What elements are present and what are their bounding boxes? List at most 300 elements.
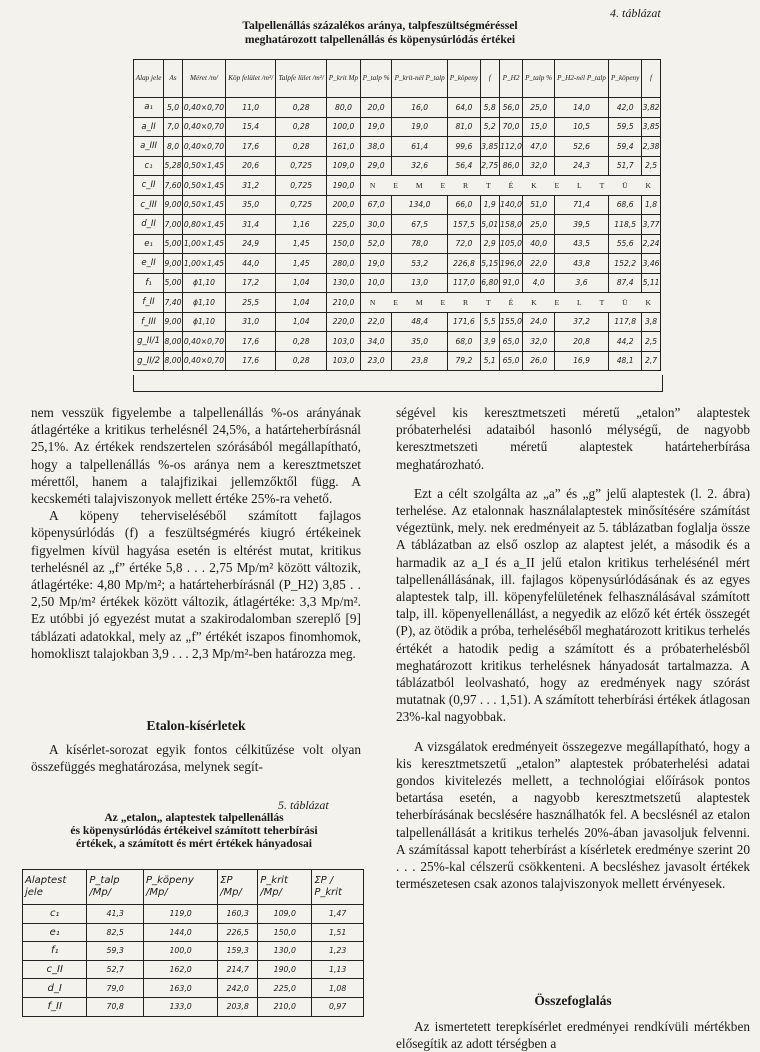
table-cell: 0,50×1,45 — [182, 176, 225, 196]
table-cell: 220,0 — [327, 312, 361, 332]
table-cell: 0,80×1,45 — [182, 215, 225, 235]
table4-title-line: Talpellenállás százalékos aránya, talpfeszültségméréssel — [242, 19, 518, 32]
table5-title-line: értékek, a számított és mért értékek hányadosai — [75, 837, 312, 850]
table-cell: 39,5 — [554, 215, 608, 235]
table-cell: 32,6 — [392, 156, 448, 176]
table-cell: 86,0 — [499, 156, 523, 176]
table-cell: 1,51 — [312, 923, 364, 942]
table-row — [134, 273, 661, 293]
table-cell: 5,28 — [164, 156, 183, 176]
table-cell: 80,0 — [327, 98, 361, 118]
table-row — [134, 215, 661, 235]
table-cell: 214,7 — [218, 960, 258, 979]
table-cell: 2,5 — [642, 332, 661, 352]
table-cell: 5,1 — [480, 351, 499, 371]
table-cell: 5,0 — [164, 98, 183, 118]
table4-header-cell: P_krit-nél P_talp — [392, 60, 448, 98]
table5 — [22, 869, 364, 1017]
table-cell: 23,8 — [392, 351, 448, 371]
table-cell: 55,6 — [609, 234, 642, 254]
table-cell: 210,0 — [258, 997, 312, 1016]
table-cell: 160,3 — [218, 905, 258, 924]
table-cell: 0,40×0,70 — [182, 137, 225, 157]
table-cell: 51,7 — [609, 156, 642, 176]
table5-header-cell: P_köpeny /Mp/ — [144, 870, 218, 905]
table-cell: 29,0 — [360, 156, 391, 176]
table-row — [134, 234, 661, 254]
table-cell: 210,0 — [327, 293, 361, 313]
table-cell: 22,0 — [360, 312, 391, 332]
table-cell: 52,0 — [360, 234, 391, 254]
table-cell: 1,04 — [276, 273, 327, 293]
table4-header-cell: Méret /m/ — [182, 60, 225, 98]
table-cell: 0,725 — [276, 156, 327, 176]
table-cell: 17,2 — [226, 273, 276, 293]
not-evaluated-letter: E — [440, 297, 446, 307]
left-paragraph: A köpeny teherviseléséből számított fajlagos köpenysúrlódás (f) a feszültségmérés kiugró értékeinek figyelmen kívül hagyása esetén is eltérést mutat, kritikus terhelésnél az „f” értéke 5,8 . . . 2,75 Mp/m² között változik, átlagértéke: 4,80 Mp/m²; a határteherbírásnál (P_H2) 3,85 . . 2,50 Mp/m² értékek között változik, átlagértéke: 3,3 Mp/m². Ez utóbbi jó egyezést mutat a szakirodalomban szereplő [9] táblázati adatokkal, mely az „f” értékét iszapos finomhomok, homokliszt talajokban 3,9 . . . 2,3 Mp/m²-ben határozza meg. — [31, 508, 361, 661]
table-cell: a_III — [134, 137, 164, 157]
table5-header-cell: Alaptest jele — [23, 870, 87, 905]
table-cell: 56,4 — [447, 156, 480, 176]
table-cell: 196,0 — [499, 254, 523, 274]
table-cell: 8,0 — [164, 137, 183, 157]
table-cell: 3,6 — [554, 273, 608, 293]
not-evaluated-letter: T — [599, 180, 605, 190]
table-cell: 72,0 — [447, 234, 480, 254]
table-cell: 0,40×0,70 — [182, 117, 225, 137]
table-cell: 5,2 — [480, 117, 499, 137]
table-cell: ϕ1,10 — [182, 273, 225, 293]
table-cell: 9,00 — [164, 312, 183, 332]
table-cell: 1,9 — [480, 195, 499, 215]
not-evaluated-letter: L — [577, 297, 582, 307]
table-cell: 44,0 — [226, 254, 276, 274]
table-cell: 5,5 — [480, 312, 499, 332]
table-cell: 190,0 — [258, 960, 312, 979]
table-cell: 0,97 — [312, 997, 364, 1016]
table-cell: 17,6 — [226, 137, 276, 157]
not-evaluated-letter: R — [463, 297, 469, 307]
table-cell: c_II — [134, 176, 164, 196]
table-cell: 23,0 — [360, 351, 391, 371]
not-evaluated-letter: E — [554, 180, 560, 190]
table-cell: g_II/1 — [134, 332, 164, 352]
table-cell: f₁ — [23, 942, 87, 961]
table-cell: 31,2 — [226, 176, 276, 196]
table-cell: ϕ1,10 — [182, 312, 225, 332]
table-row — [23, 960, 364, 979]
table-cell: c₁ — [23, 905, 87, 924]
table-cell: 130,0 — [327, 273, 361, 293]
not-evaluated-letter: L — [577, 180, 582, 190]
not-evaluated-letter: E — [393, 180, 398, 190]
table-cell: 13,0 — [392, 273, 448, 293]
table-cell: 155,0 — [499, 312, 523, 332]
table4-header-cell: P_talp % — [360, 60, 391, 98]
table-cell: 41,3 — [87, 905, 144, 924]
table-cell: 5,8 — [480, 98, 499, 118]
table-cell: 117,0 — [447, 273, 480, 293]
not-evaluated-cell — [360, 293, 660, 313]
table-row — [134, 312, 661, 332]
not-evaluated-letter: E — [554, 297, 560, 307]
section-heading-etalon: Etalon-kísérletek — [146, 718, 246, 733]
table5-header-cell: P_krit /Mp/ — [258, 870, 312, 905]
table-cell: 7,60 — [164, 176, 183, 196]
not-evaluated-letter: R — [463, 180, 469, 190]
table-cell: g_II/2 — [134, 351, 164, 371]
table-cell: 67,0 — [360, 195, 391, 215]
table-cell: 35,0 — [392, 332, 448, 352]
table-cell: 10,0 — [360, 273, 391, 293]
table4-header-cell: Alap jele — [134, 60, 164, 98]
table-cell: 24,3 — [554, 156, 608, 176]
table-cell: a₁ — [134, 98, 164, 118]
table-cell: 68,0 — [447, 332, 480, 352]
table-cell: 0,40×0,70 — [182, 332, 225, 352]
table-cell: 59,3 — [87, 942, 144, 961]
left-column-bottom — [31, 741, 361, 775]
table-cell: 99,6 — [447, 137, 480, 157]
not-evaluated-letter: T — [486, 297, 491, 307]
table-cell: 5,00 — [164, 234, 183, 254]
table-cell: 26,0 — [523, 351, 554, 371]
table-cell: 22,0 — [523, 254, 554, 274]
table-row — [134, 117, 661, 137]
table-cell: 8,00 — [164, 351, 183, 371]
table-cell: 81,0 — [447, 117, 480, 137]
table-cell: 42,0 — [609, 98, 642, 118]
table4-header-cell: f — [480, 60, 499, 98]
table-cell: f₁ — [134, 273, 164, 293]
table-cell: e_II — [134, 254, 164, 274]
table-row — [134, 332, 661, 352]
table-cell: 1,00×1,45 — [182, 254, 225, 274]
table-cell: 3,82 — [642, 98, 661, 118]
table4-header-cell: f — [642, 60, 661, 98]
not-evaluated-letter: K — [645, 180, 652, 190]
table-cell: 3,85 — [642, 117, 661, 137]
not-evaluated-letter: Ü — [622, 297, 628, 307]
table-cell: e₁ — [134, 234, 164, 254]
table-cell: 2,38 — [642, 137, 661, 157]
table-cell: 225,0 — [327, 215, 361, 235]
table-cell: 15,0 — [523, 117, 554, 137]
table-cell: 150,0 — [258, 923, 312, 942]
table-cell: 140,0 — [499, 195, 523, 215]
table-cell: 225,0 — [258, 979, 312, 998]
table-cell: 16,9 — [554, 351, 608, 371]
table-cell: 5,01 — [480, 215, 499, 235]
table-cell: 25,0 — [523, 215, 554, 235]
table4-header-cell: P_H2-nél P_talp — [554, 60, 608, 98]
table-cell: 118,5 — [609, 215, 642, 235]
table4-title-line: meghatározott talpellenállás és köpenysúrlódás értékei — [244, 33, 516, 46]
table-cell: 0,40×0,70 — [182, 98, 225, 118]
table-cell: 242,0 — [218, 979, 258, 998]
table-cell: 91,0 — [499, 273, 523, 293]
table-cell: 103,0 — [327, 351, 361, 371]
table-cell: 133,0 — [144, 997, 218, 1016]
not-evaluated-letter: K — [531, 180, 537, 190]
table-cell: 119,0 — [144, 905, 218, 924]
table-cell: 51,0 — [523, 195, 554, 215]
table-cell: 3,9 — [480, 332, 499, 352]
table-cell: 2,75 — [480, 156, 499, 176]
table5-title — [24, 811, 364, 850]
table-cell: 5,15 — [480, 254, 499, 274]
table-cell: 0,28 — [276, 351, 327, 371]
table-cell: 152,2 — [609, 254, 642, 274]
table-cell: 47,0 — [523, 137, 554, 157]
table-cell: 64,0 — [447, 98, 480, 118]
table-cell: 4,0 — [523, 273, 554, 293]
table4-title — [140, 19, 620, 47]
not-evaluated-letter: Ü — [622, 180, 628, 190]
table-cell: 40,0 — [523, 234, 554, 254]
table-cell: 9,00 — [164, 254, 183, 274]
table-cell: 280,0 — [327, 254, 361, 274]
right-paragraph: Ezt a célt szolgálta az „a” és „g” jelű alaptestek (l. 2. ábra) terhelése. Az etalonnak használalaptestek minősítésére számítást végeztünk, mely. nek eredményeit az 5. táblázatban foglalja össze A táblázatban az első oszlop az alaptest jelét, a második és a harmadik az a_I és a_II jelű etalon kritikus terhelésénél mért talpellenállásának, ill. fajlagos köpenysúrlódásának és az egyes alaptestek talp, ill. köpenyfelületének felhasználásával számított talp, ill. köpenyellenállást, a negyedik az előző két érték összegét (P), az ötödik a próba, terheléséből meghatározott kritikus terhelés értékét a hatodik pedig a számított és a próbaterhelésből meghatározott kritikus terhelésnek hányadosát tartalmazza. A táblázatból leolvasható, hogy az eredmények nagy szórást mutatnak (0,97 . . . 1,51). A számított teherbírási értékek átlagosan 23%-kal nagyobbak. — [396, 485, 750, 725]
table-cell: 162,0 — [144, 960, 218, 979]
left-column — [31, 404, 361, 662]
table-cell: 31,4 — [226, 215, 276, 235]
table-cell: 48,4 — [392, 312, 448, 332]
table-cell: 32,0 — [523, 156, 554, 176]
table-cell: 0,50×1,45 — [182, 156, 225, 176]
table-cell: 157,5 — [447, 215, 480, 235]
table5-label: 5. táblázat — [278, 798, 329, 812]
table-cell: 34,0 — [360, 332, 391, 352]
table5-title-line: és köpenysúrlódás értékeivel számított teherbírási — [70, 824, 318, 837]
table-cell: 31,0 — [226, 312, 276, 332]
table-cell: 68,6 — [609, 195, 642, 215]
table-cell: 44,2 — [609, 332, 642, 352]
table-cell: 6,80 — [480, 273, 499, 293]
table-cell: 5,00 — [164, 273, 183, 293]
table-cell: 53,2 — [392, 254, 448, 274]
right-paragraph: A vizsgálatok eredményeit összegezve megállapítható, hogy a kis keresztmetszetű „etalon” alaptestek próbaterhelési adatai gondos kivitelezés mellett, a technológiai előírások pontos betartása esetén, a nagyobb keresztmetszetű alaptestek teherbírásának becslésére használhatók fel. A becslésnél az etalon talpellenállását a kritikus terhelés 20%-ában javasoljuk felvenni. A számítással kapott teherbírást a kísérletek eredménye szerint 20 . . . 25%-kal célszerű csökkenteni. A becsléshez javasolt értékek természetesen csak azonos talajviszonyok mellett érvényesek. — [396, 738, 750, 892]
table-row — [23, 905, 364, 924]
left-paragraph: nem vesszük figyelembe a talpellenállás %-os arányának átlagértéke a kritikus terhelésnél 24,5%, a határteherbírásnál 25,1%. Az értékek rendszertelen szórásából megállapítható, hogy a talpellenállás %-os aránya nem a keresztmetszet mérettől, hanem a talajfizikai jellemzőktől függ. A kecskeméti talajviszonyok mellett értéke 25%-ra vehető. — [31, 405, 361, 507]
right-paragraph: ségével kis keresztmetszeti méretű „etalon” alaptestek próbaterhelési adataiból hasonló mélységű, de nagyobb keresztmetszeti méretű alaptestek határteherbírása meghatározható. — [396, 405, 750, 472]
table-row — [23, 979, 364, 998]
table-cell: 0,40×0,70 — [182, 351, 225, 371]
table-cell: d_I — [23, 979, 87, 998]
table-cell: f_III — [134, 312, 164, 332]
table-cell: 0,50×1,45 — [182, 195, 225, 215]
table-cell: 19,0 — [360, 117, 391, 137]
table-row — [23, 923, 364, 942]
table4-header-cell: As — [164, 60, 183, 98]
table-cell: 8,00 — [164, 332, 183, 352]
table-cell: 203,8 — [218, 997, 258, 1016]
table-cell: 144,0 — [144, 923, 218, 942]
table-row — [134, 351, 661, 371]
table-cell: 20,8 — [554, 332, 608, 352]
table5-header-cell: ΣP /Mp/ — [218, 870, 258, 905]
table-cell: 100,0 — [327, 117, 361, 137]
table-cell: 9,00 — [164, 195, 183, 215]
not-evaluated-letter: É — [508, 180, 514, 190]
table-cell: 3,85 — [480, 137, 499, 157]
table-cell: 171,6 — [447, 312, 480, 332]
table-cell: 0,725 — [276, 176, 327, 196]
table-cell: 61,4 — [392, 137, 448, 157]
table-cell: 56,0 — [499, 98, 523, 118]
table-cell: 16,0 — [392, 98, 448, 118]
table4-header-cell: Köp felület /m²/ — [226, 60, 276, 98]
table-cell: 0,28 — [276, 98, 327, 118]
table-cell: 48,1 — [609, 351, 642, 371]
table-cell: 2,7 — [642, 351, 661, 371]
table-cell: 112,0 — [499, 137, 523, 157]
table-row — [134, 156, 661, 176]
table-cell: 130,0 — [258, 942, 312, 961]
table-cell: 3,8 — [642, 312, 661, 332]
table-cell: 19,0 — [360, 254, 391, 274]
table-cell: 159,3 — [218, 942, 258, 961]
table4-header-cell: P_krit Mp — [327, 60, 361, 98]
table-row — [134, 254, 661, 274]
table-cell: 3,77 — [642, 215, 661, 235]
table-cell: 1,04 — [276, 312, 327, 332]
table-cell: f_II — [23, 997, 87, 1016]
right-column — [396, 404, 750, 892]
table-cell: 25,5 — [226, 293, 276, 313]
table-cell: 70,8 — [87, 997, 144, 1016]
table-cell: 20,0 — [360, 98, 391, 118]
table4-header-cell: P_H2 — [499, 60, 523, 98]
table-cell: 15,4 — [226, 117, 276, 137]
table4 — [133, 59, 661, 371]
table-cell: 1,45 — [276, 234, 327, 254]
section-heading-summary: Összefoglalás — [534, 993, 612, 1008]
table-cell: 35,0 — [226, 195, 276, 215]
table-row — [23, 942, 364, 961]
table-cell: ϕ1,10 — [182, 293, 225, 313]
not-evaluated-letter: K — [645, 297, 652, 307]
table-cell: 134,0 — [392, 195, 448, 215]
table-cell: 158,0 — [499, 215, 523, 235]
table-cell: 100,0 — [144, 942, 218, 961]
table-cell: 190,0 — [327, 176, 361, 196]
left-paragraph: A kísérlet-sorozat egyik fontos célkitűzése volt olyan összefüggés meghatározása, melynek segít- — [31, 742, 361, 775]
not-evaluated-letter: M — [415, 297, 423, 307]
table-cell: c₁ — [134, 156, 164, 176]
table-cell: 37,2 — [554, 312, 608, 332]
table-cell: 105,0 — [499, 234, 523, 254]
table-cell: 1,47 — [312, 905, 364, 924]
table-cell: 226,8 — [447, 254, 480, 274]
table-cell: f_II — [134, 293, 164, 313]
table-cell: 117,8 — [609, 312, 642, 332]
table-cell: 3,46 — [642, 254, 661, 274]
table-cell: 30,0 — [360, 215, 391, 235]
table-cell: 82,5 — [87, 923, 144, 942]
table-cell: 0,725 — [276, 195, 327, 215]
table-cell: 87,4 — [609, 273, 642, 293]
table-cell: 1,04 — [276, 293, 327, 313]
not-evaluated-letter: E — [393, 297, 398, 307]
table-cell: 14,0 — [554, 98, 608, 118]
table-cell: 0,28 — [276, 137, 327, 157]
table-cell: 70,0 — [499, 117, 523, 137]
not-evaluated-letter: K — [531, 297, 537, 307]
table-cell: 52,6 — [554, 137, 608, 157]
table-cell: 1,23 — [312, 942, 364, 961]
table-cell: 2,9 — [480, 234, 499, 254]
table-row — [134, 176, 661, 196]
not-evaluated-letter: T — [599, 297, 605, 307]
not-evaluated-letter: T — [486, 180, 491, 190]
table-cell: 0,28 — [276, 117, 327, 137]
table-cell: 65,0 — [499, 332, 523, 352]
table-cell: 7,00 — [164, 215, 183, 235]
table-cell: 2,5 — [642, 156, 661, 176]
table-cell: 20,6 — [226, 156, 276, 176]
table-cell: 24,9 — [226, 234, 276, 254]
table-cell: c_II — [23, 960, 87, 979]
table4-label: 4. táblázat — [610, 6, 661, 20]
table-cell: 79,0 — [87, 979, 144, 998]
table-cell: 2,24 — [642, 234, 661, 254]
table-cell: 65,0 — [499, 351, 523, 371]
table-cell: 1,00×1,45 — [182, 234, 225, 254]
table-cell: 1,16 — [276, 215, 327, 235]
table4-header-cell: Talpfe lület /m²/ — [276, 60, 327, 98]
table-cell: 163,0 — [144, 979, 218, 998]
table5-title-line: Az „etalon„ alaptestek talpellenállás — [104, 811, 284, 824]
not-evaluated-letter: M — [415, 180, 423, 190]
table-cell: 43,5 — [554, 234, 608, 254]
table-cell: 52,7 — [87, 960, 144, 979]
table-cell: 38,0 — [360, 137, 391, 157]
table-cell: 150,0 — [327, 234, 361, 254]
table-cell: 1,45 — [276, 254, 327, 274]
not-evaluated-letter: É — [508, 297, 514, 307]
right-column-bottom — [396, 1018, 750, 1052]
table-cell: 17,6 — [226, 351, 276, 371]
table-cell: 103,0 — [327, 332, 361, 352]
table4-header-cell: P_köpeny — [447, 60, 480, 98]
table-cell: 1,08 — [312, 979, 364, 998]
table-cell: 200,0 — [327, 195, 361, 215]
table-cell: 67,5 — [392, 215, 448, 235]
table-cell: 19,0 — [392, 117, 448, 137]
table-row — [23, 997, 364, 1016]
table-cell: 109,0 — [258, 905, 312, 924]
table4-blank-row — [133, 375, 663, 392]
table-row — [134, 293, 661, 313]
table-cell: 25,0 — [523, 98, 554, 118]
not-evaluated-letter: N — [369, 180, 376, 190]
table-cell: 1,8 — [642, 195, 661, 215]
table-cell: 59,5 — [609, 117, 642, 137]
right-paragraph: Az ismertetett terepkísérlet eredményei rendkívüli mértékben elősegítik az adott térségben a — [396, 1019, 750, 1052]
table5-header-cell: P_talp /Mp/ — [87, 870, 144, 905]
table-cell: 11,0 — [226, 98, 276, 118]
table-cell: 66,0 — [447, 195, 480, 215]
table5-header-cell: ΣP / P_krit — [312, 870, 364, 905]
table-cell: a_II — [134, 117, 164, 137]
table4-header-cell: P_köpeny — [609, 60, 642, 98]
table-cell: 1,13 — [312, 960, 364, 979]
table-row — [134, 195, 661, 215]
table4-header-cell: P_talp % — [523, 60, 554, 98]
table-cell: 109,0 — [327, 156, 361, 176]
table-cell: 7,40 — [164, 293, 183, 313]
